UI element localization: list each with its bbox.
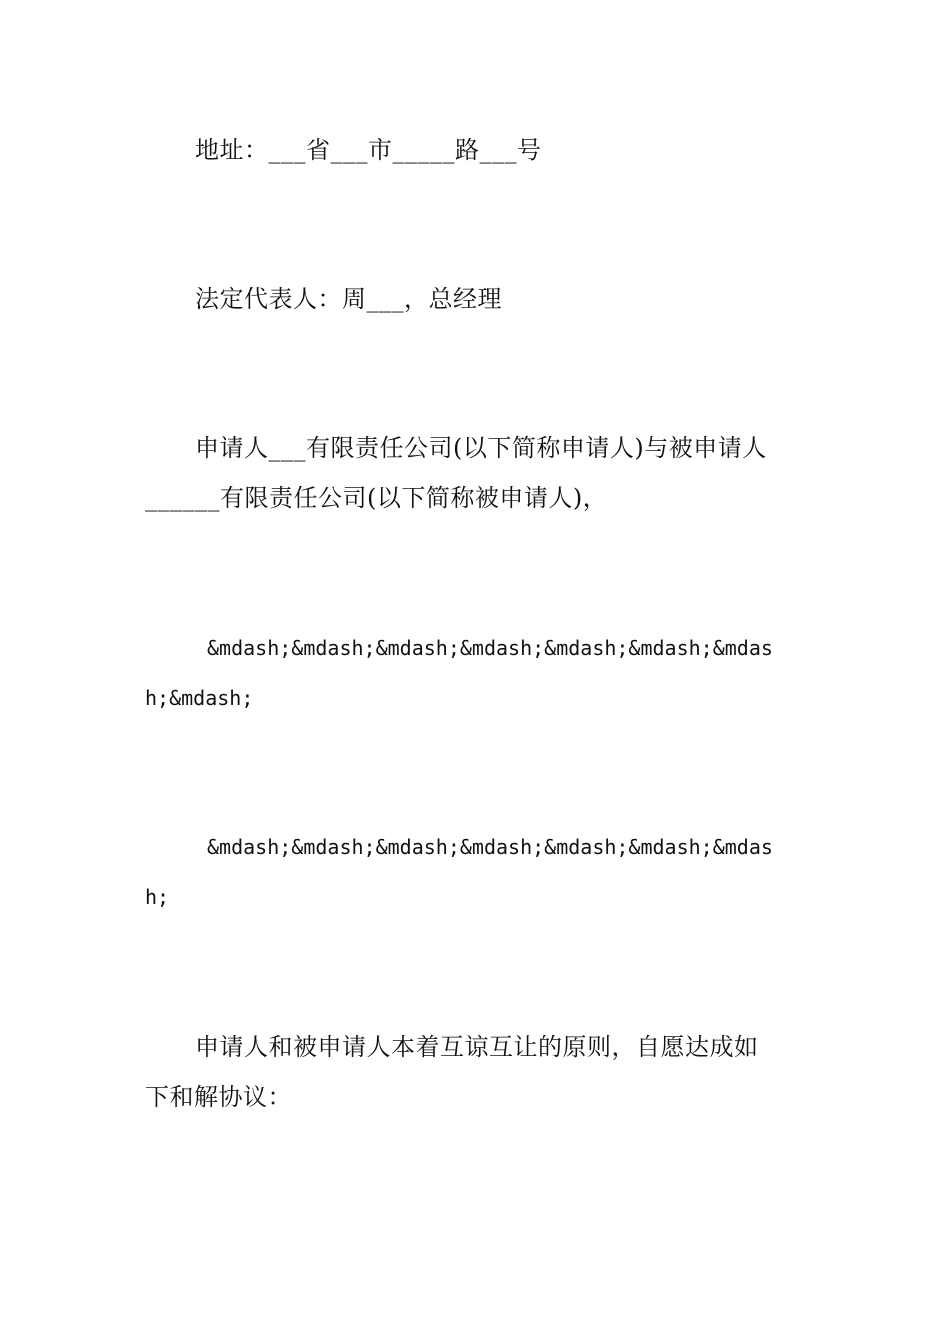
dash-block-2-line-2: h; — [145, 885, 170, 909]
parties-paragraph-line-2: ______有限责任公司(以下简称被申请人)， — [145, 484, 608, 512]
dash-block-1-line-1: &mdash;&mdash;&mdash;&mdash;&mdash;&mdash;&mdas — [207, 636, 773, 660]
parties-paragraph-line-1: 申请人___有限责任公司(以下简称申请人)与被申请人 — [195, 434, 767, 462]
agreement-paragraph-line-2: 下和解协议： — [145, 1083, 292, 1111]
address-line: 地址：___省___市_____路___号 — [195, 136, 542, 164]
dash-block-1-line-2: h;&mdash; — [145, 686, 254, 710]
dash-block-2-line-1: &mdash;&mdash;&mdash;&mdash;&mdash;&mdash;&mdas — [207, 835, 773, 859]
agreement-paragraph-line-1: 申请人和被申请人本着互谅互让的原则，自愿达成如 — [195, 1033, 759, 1061]
legal-representative-line: 法定代表人：周___，总经理 — [195, 285, 502, 313]
